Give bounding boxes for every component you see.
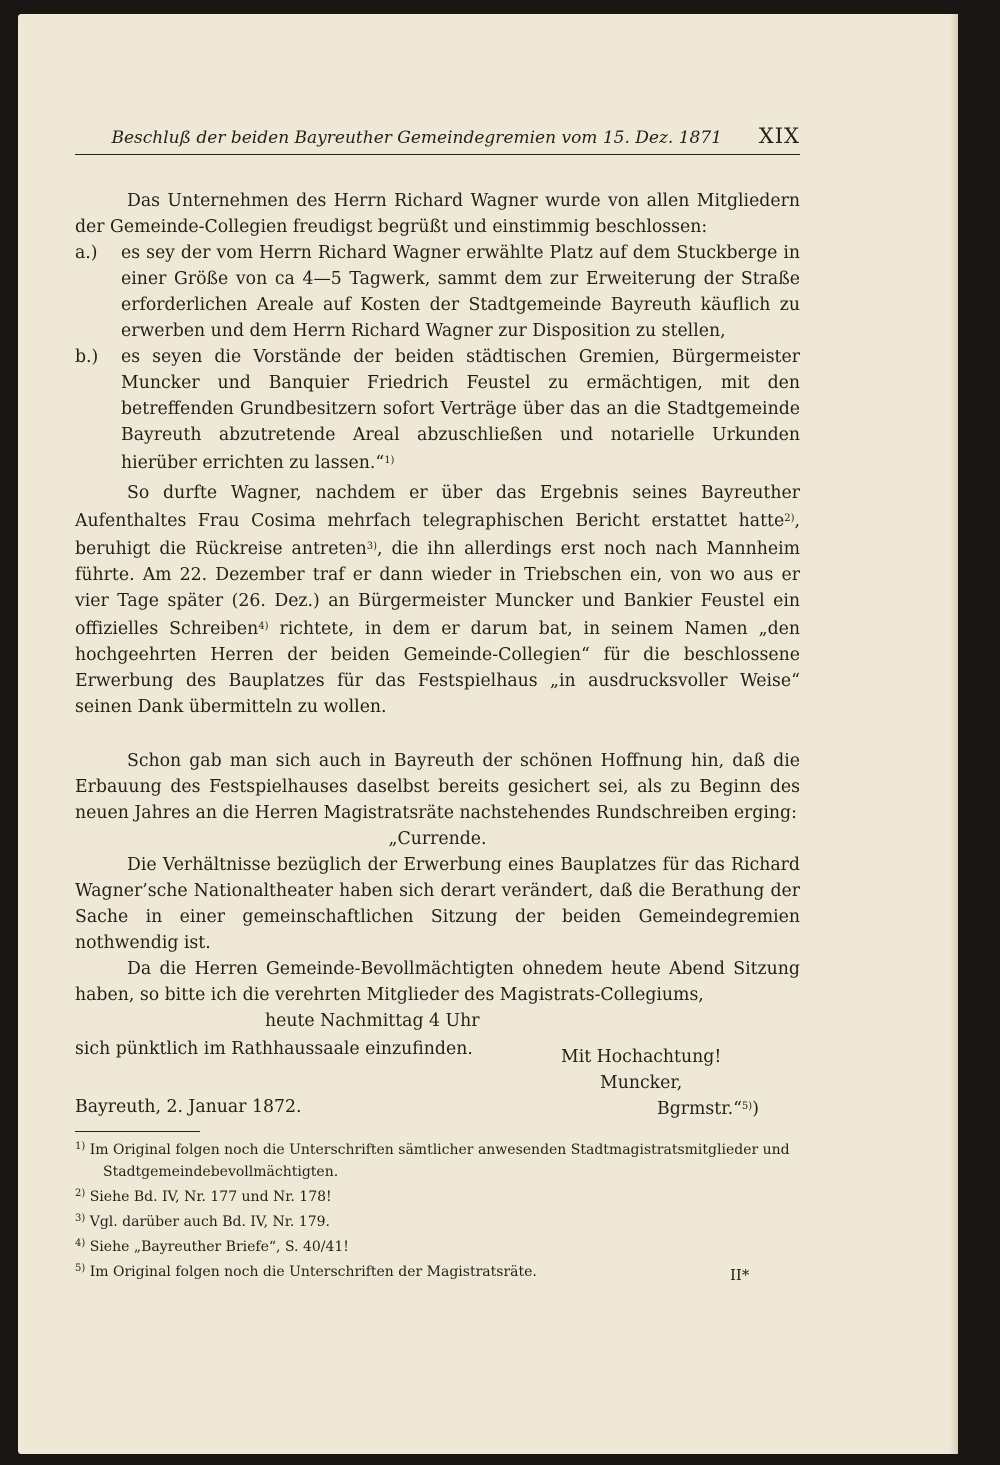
footnote-ref: 3) bbox=[366, 541, 377, 552]
footnote-5 bbox=[75, 1258, 800, 1283]
footnote-divider bbox=[75, 1131, 200, 1132]
item-text: es sey der vom Herrn Richard Wagner erwählte Platz auf dem Stuckberge in einer Größe von ca 4—5 Tagwerk, sammt dem zur Erweiterung der Straße erforderlichen Areale auf Kosten der Stadtgemeinde Bayreuth käuflich zu erwerben und dem Herrn Richard Wagner zur Disposition zu stellen, bbox=[121, 243, 800, 341]
footnotes bbox=[75, 1136, 800, 1283]
currende-last-line: sich pünktlich im Rathhaussaale einzufinden. bbox=[75, 1039, 473, 1059]
closing-title: Bgrmstr.“$^{5)}$) bbox=[657, 1099, 759, 1119]
closing-greeting: Mit Hochachtung! bbox=[561, 1047, 722, 1067]
footnote-ref: 2) bbox=[784, 513, 795, 524]
footnote-text: Siehe „Bayreuther Briefe“, S. 40/41! bbox=[89, 1239, 349, 1255]
footnote-3 bbox=[75, 1208, 800, 1233]
footnote-text: Vgl. darüber auch Bd. IV, Nr. 179. bbox=[89, 1214, 330, 1230]
closing-name: Muncker, bbox=[600, 1073, 683, 1093]
page-number: XIX bbox=[758, 124, 800, 148]
item-marker: b.) bbox=[75, 347, 99, 367]
text-run: So durfte Wagner, nachdem er über das Ergebnis seines Bayreuther Aufenthaltes Frau Cosima mehrfach telegraphischen Bericht erstattet hatte bbox=[75, 483, 800, 531]
footnote-4 bbox=[75, 1233, 800, 1258]
currende-title: „Currende. bbox=[388, 829, 487, 849]
currende-paragraph-1: Die Verhältnisse bezüglich der Erwerbung eines Bauplatzes für das Richard Wagner’sche Nationaltheater haben sich derart verändert, daß die Berathung der Sache in einer gemeinschaftlichen Sitzung der beiden Gemeindegremien nothwendig ist. bbox=[75, 855, 800, 953]
currende-paragraph-2: Da die Herren Gemeinde-Bevollmächtigten ohnedem heute Abend Sitzung haben, so bitte ich die verehrten Mitglieder des Magistrats-Collegiums, bbox=[75, 959, 800, 1005]
footnote-mark: 2) bbox=[75, 1188, 86, 1199]
footnote-1 bbox=[75, 1136, 800, 1183]
item-text bbox=[121, 344, 800, 476]
paragraph-new-year: Schon gab man sich auch in Bayreuth der schönen Hoffnung hin, daß die Erbauung des Festspielhauses daselbst bereits gesichert sei, als zu Beginn des neuen Jahres an die Herren Magistratsräte nachstehendes Rundschreiben erging: bbox=[75, 751, 800, 823]
footnote-text: Im Original folgen noch die Unterschriften der Magistratsräte. bbox=[89, 1264, 537, 1280]
footnote-mark: 5) bbox=[75, 1263, 86, 1274]
paragraph-wagner-return bbox=[75, 480, 800, 720]
item-marker: a.) bbox=[75, 243, 98, 263]
footnote-text: Im Original folgen noch die Unterschriften sämtlicher anwesenden Stadtmagistratsmitglieder und Stadtgemeindebevollmächtigten. bbox=[89, 1142, 790, 1180]
closing-title-text: Bgrmstr.“ bbox=[657, 1099, 742, 1119]
footnote-mark: 4) bbox=[75, 1238, 86, 1249]
footnote-2 bbox=[75, 1183, 800, 1208]
footnote-ref: 4) bbox=[258, 621, 269, 632]
resolution-item-a bbox=[75, 240, 800, 344]
text-run: , beruhigt die Rückreise antreten bbox=[75, 511, 800, 559]
footnote-ref: 1) bbox=[384, 455, 395, 466]
text-run: , die ihn allerdings erst noch nach Mannheim führte. Am 22. Dezember traf er dann wieder in Triebschen ein, von wo aus er vier Tage später (26. Dez.) an Bürgermeister Muncker und Bankier Feustel ein offizielles Schreiben bbox=[75, 539, 800, 639]
page-header bbox=[75, 124, 800, 155]
resolution-item-b bbox=[75, 344, 800, 476]
currende-closing bbox=[75, 1036, 800, 1119]
footnote-mark: 1) bbox=[75, 1141, 86, 1152]
closing-place-date: Bayreuth, 2. Januar 1872. bbox=[75, 1097, 302, 1117]
text-run: richtete, in dem er darum bat, in seinem Namen „den hochgeehrten Herren der beiden Gemeinde-Collegien“ für die beschlossene Erwerbung des Bauplatzes für das Festspielhaus „in ausdrucksvoller Weise“ seinen Dank übermitteln zu wollen. bbox=[75, 619, 800, 717]
main-text bbox=[75, 188, 800, 1119]
resolution-intro: Das Unternehmen des Herrn Richard Wagner wurde von allen Mitgliedern der Gemeinde-Collegien freudigst begrüßt und einstimmig beschlossen: bbox=[75, 191, 800, 237]
footnote-text: Siehe Bd. IV, Nr. 177 und Nr. 178! bbox=[89, 1189, 332, 1205]
running-head: Beschluß der beiden Bayreuther Gemeindegremien vom 15. Dez. 1871 bbox=[111, 128, 722, 148]
footnote-mark: 3) bbox=[75, 1213, 86, 1224]
currende-time: heute Nachmittag 4 Uhr bbox=[265, 1011, 480, 1031]
item-text-content: es seyen die Vorstände der beiden städtischen Gremien, Bürgermeister Muncker und Banquier Friedrich Feustel zu ermächtigen, mit den betreffenden Grundbesitzern sofort Verträge über das an die Stadtgemeinde Bayreuth abzutretende Areal abzuschließen und notarielle Urkunden hierüber errichten zu lassen.“ bbox=[121, 347, 800, 473]
footnote-ref: 5) bbox=[741, 1101, 753, 1112]
signature-mark: II* bbox=[730, 1266, 750, 1284]
